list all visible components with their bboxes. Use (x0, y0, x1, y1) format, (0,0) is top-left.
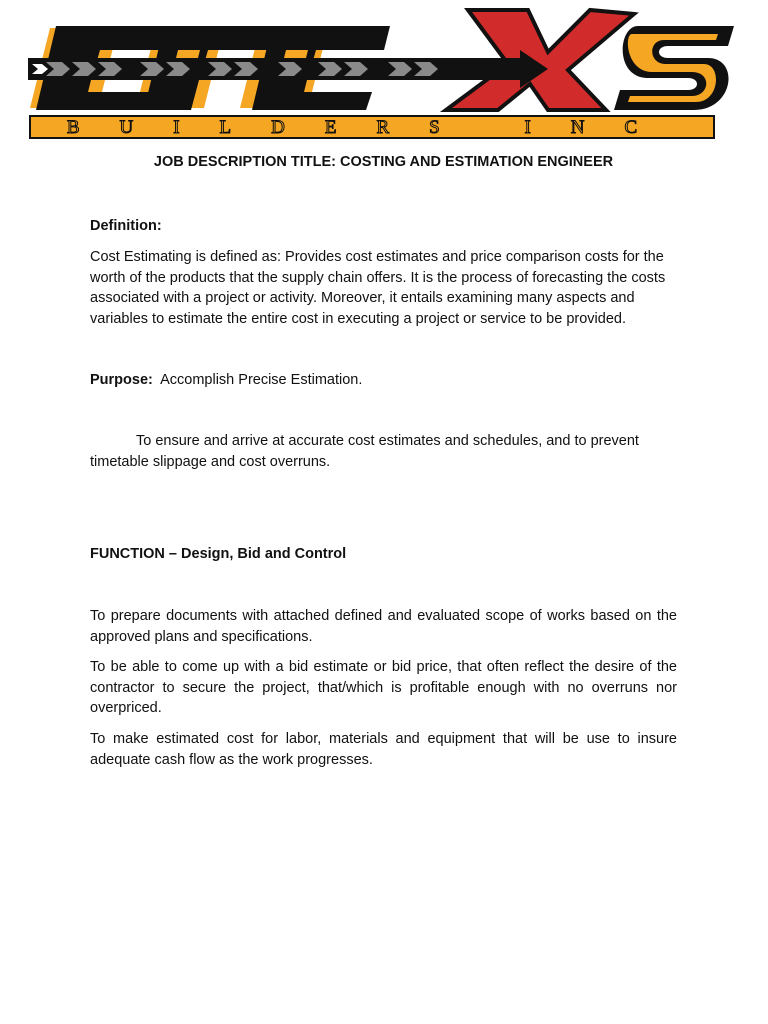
company-logo (28, 6, 740, 140)
function-item: To prepare documents with attached defined and evaluated scope of works based on the approved plans and specifications. (90, 608, 677, 645)
definition-heading (90, 216, 677, 237)
purpose-text: To ensure and arrive at accurate cost estimates and schedules, and to prevent timetable slippage and cost overruns. (90, 433, 639, 470)
function-heading: FUNCTION – Design, Bid and Control (90, 546, 347, 562)
document-title: JOB DESCRIPTION TITLE: COSTING AND ESTIMATION ENGINEER (153, 154, 614, 170)
logo-subtitle: BUILDERS INC (66, 117, 678, 138)
definition-text: Cost Estimating is defined as: Provides cost estimates and price comparison costs for the worth of the products that the supply chain offers. It is the process of forecasting the costs associated with a project or activity. Moreover, it entails examining many aspects and variables to estimate the entire cost in executing a project or service to be provided. (90, 249, 666, 327)
function-item: To be able to come up with a bid estimate or bid price, that often reflect the desire of the contractor to secure the project, that/which is profitable enough with no overruns nor overpriced. (90, 659, 677, 716)
purpose-line (90, 370, 677, 391)
definition-label: Definition: (90, 218, 162, 234)
purpose-label: Purpose: (90, 372, 153, 388)
purpose-value: Accomplish Precise Estimation. (160, 372, 363, 388)
function-item: To make estimated cost for labor, materials and equipment that will be use to insure adequate cash flow as the work progresses. (90, 731, 677, 768)
